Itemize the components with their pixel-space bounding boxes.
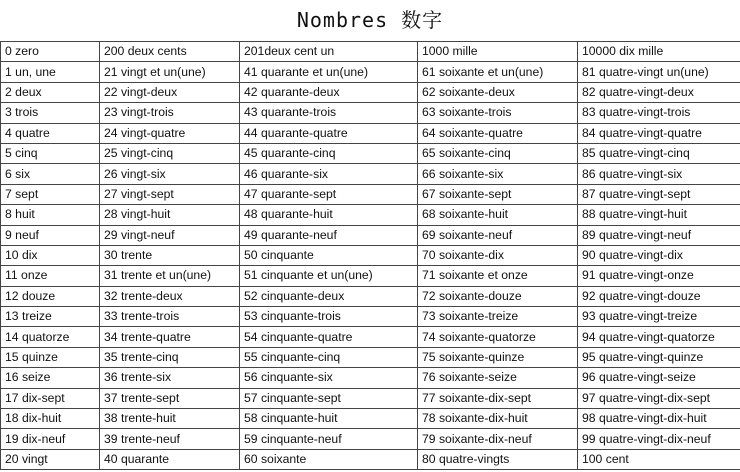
table-cell: 12 douze [1,286,100,306]
table-cell: 3 trois [1,103,100,123]
table-cell: 54 cinquante-quatre [240,327,418,347]
table-cell: 64 soixante-quatre [418,123,578,143]
table-row [1,82,740,102]
table-cell: 66 soixante-six [418,164,578,184]
table-cell: 96 quatre-vingt-seize [578,368,740,388]
table-cell: 83 quatre-vingt-trois [578,103,740,123]
table-cell: 25 vingt-cinq [100,143,240,163]
table-cell: 2 deux [1,82,100,102]
table-cell: 9 neuf [1,225,100,245]
numbers-table-body [1,42,740,470]
table-cell: 22 vingt-deux [100,82,240,102]
table-cell: 41 quarante et un(une) [240,62,418,82]
table-cell: 65 soixante-cinq [418,143,578,163]
table-cell: 86 quatre-vingt-six [578,164,740,184]
table-cell: 51 cinquante et un(une) [240,266,418,286]
table-cell: 58 cinquante-huit [240,409,418,429]
table-row [1,184,740,204]
table-cell: 61 soixante et un(une) [418,62,578,82]
table-cell: 50 cinquante [240,245,418,265]
table-cell: 8 huit [1,205,100,225]
table-row [1,286,740,306]
table-cell: 69 soixante-neuf [418,225,578,245]
table-cell: 47 quarante-sept [240,184,418,204]
table-cell: 71 soixante et onze [418,266,578,286]
table-row [1,388,740,408]
table-row [1,307,740,327]
table-row [1,347,740,367]
table-cell: 57 cinquante-sept [240,388,418,408]
table-cell: 91 quatre-vingt-onze [578,266,740,286]
table-cell: 1 un, une [1,62,100,82]
table-cell: 84 quatre-vingt-quatre [578,123,740,143]
table-cell: 92 quatre-vingt-douze [578,286,740,306]
table-cell: 27 vingt-sept [100,184,240,204]
table-cell: 82 quatre-vingt-deux [578,82,740,102]
table-cell: 55 cinquante-cinq [240,347,418,367]
table-cell: 73 soixante-treize [418,307,578,327]
table-cell: 97 quatre-vingt-dix-sept [578,388,740,408]
table-row [1,143,740,163]
table-cell: 1000 mille [418,42,578,62]
table-cell: 14 quatorze [1,327,100,347]
table-cell: 68 soixante-huit [418,205,578,225]
table-cell: 78 soixante-dix-huit [418,409,578,429]
table-cell: 89 quatre-vingt-neuf [578,225,740,245]
table-cell: 59 cinquante-neuf [240,429,418,449]
table-cell: 200 deux cents [100,42,240,62]
table-row [1,327,740,347]
table-cell: 16 seize [1,368,100,388]
table-cell: 72 soixante-douze [418,286,578,306]
table-cell: 4 quatre [1,123,100,143]
table-cell: 98 quatre-vingt-dix-huit [578,409,740,429]
table-cell: 23 vingt-trois [100,103,240,123]
table-cell: 32 trente-deux [100,286,240,306]
table-cell: 42 quarante-deux [240,82,418,102]
table-cell: 90 quatre-vingt-dix [578,245,740,265]
table-cell: 35 trente-cinq [100,347,240,367]
table-cell: 13 treize [1,307,100,327]
table-row [1,368,740,388]
table-cell: 52 cinquante-deux [240,286,418,306]
table-cell: 21 vingt et un(une) [100,62,240,82]
table-row [1,164,740,184]
table-cell: 34 trente-quatre [100,327,240,347]
table-cell: 70 soixante-dix [418,245,578,265]
table-cell: 44 quarante-quatre [240,123,418,143]
table-row [1,205,740,225]
table-cell: 29 vingt-neuf [100,225,240,245]
table-cell: 39 trente-neuf [100,429,240,449]
table-cell: 38 trente-huit [100,409,240,429]
table-row [1,409,740,429]
table-cell: 74 soixante-quatorze [418,327,578,347]
table-row [1,42,740,62]
table-cell: 88 quatre-vingt-huit [578,205,740,225]
table-cell: 18 dix-huit [1,409,100,429]
table-row [1,429,740,449]
table-cell: 43 quarante-trois [240,103,418,123]
table-cell: 46 quarante-six [240,164,418,184]
table-cell: 93 quatre-vingt-treize [578,307,740,327]
table-cell: 48 quarante-huit [240,205,418,225]
table-cell: 10 dix [1,245,100,265]
table-cell: 30 trente [100,245,240,265]
table-cell: 76 soixante-seize [418,368,578,388]
table-cell: 15 quinze [1,347,100,367]
numbers-table [0,41,740,470]
table-cell: 87 quatre-vingt-sept [578,184,740,204]
table-cell: 5 cinq [1,143,100,163]
table-cell: 85 quatre-vingt-cinq [578,143,740,163]
table-cell: 49 quarante-neuf [240,225,418,245]
table-cell: 10000 dix mille [578,42,740,62]
table-cell: 19 dix-neuf [1,429,100,449]
table-cell: 20 vingt [1,449,100,469]
table-cell: 99 quatre-vingt-dix-neuf [578,429,740,449]
table-row [1,449,740,469]
table-row [1,225,740,245]
table-row [1,123,740,143]
table-cell: 37 trente-sept [100,388,240,408]
table-cell: 33 trente-trois [100,307,240,327]
table-cell: 77 soixante-dix-sept [418,388,578,408]
table-cell: 11 onze [1,266,100,286]
page-title: Nombres 数字 [296,8,444,32]
table-row [1,103,740,123]
table-cell: 81 quatre-vingt un(une) [578,62,740,82]
table-cell: 0 zero [1,42,100,62]
table-cell: 53 cinquante-trois [240,307,418,327]
table-cell: 80 quatre-vingts [418,449,578,469]
table-cell: 45 quarante-cinq [240,143,418,163]
table-cell: 7 sept [1,184,100,204]
table-row [1,62,740,82]
table-row [1,245,740,265]
table-cell: 36 trente-six [100,368,240,388]
table-cell: 75 soixante-quinze [418,347,578,367]
table-cell: 17 dix-sept [1,388,100,408]
table-cell: 24 vingt-quatre [100,123,240,143]
table-cell: 6 six [1,164,100,184]
table-cell: 31 trente et un(une) [100,266,240,286]
table-row [1,266,740,286]
table-cell: 100 cent [578,449,740,469]
table-cell: 56 cinquante-six [240,368,418,388]
table-cell: 28 vingt-huit [100,205,240,225]
table-cell: 79 soixante-dix-neuf [418,429,578,449]
table-cell: 62 soixante-deux [418,82,578,102]
table-cell: 67 soixante-sept [418,184,578,204]
table-cell: 63 soixante-trois [418,103,578,123]
table-cell: 95 quatre-vingt-quinze [578,347,740,367]
table-cell: 94 quatre-vingt-quatorze [578,327,740,347]
table-cell: 60 soixante [240,449,418,469]
table-cell: 26 vingt-six [100,164,240,184]
table-cell: 40 quarante [100,449,240,469]
table-cell: 201deux cent un [240,42,418,62]
